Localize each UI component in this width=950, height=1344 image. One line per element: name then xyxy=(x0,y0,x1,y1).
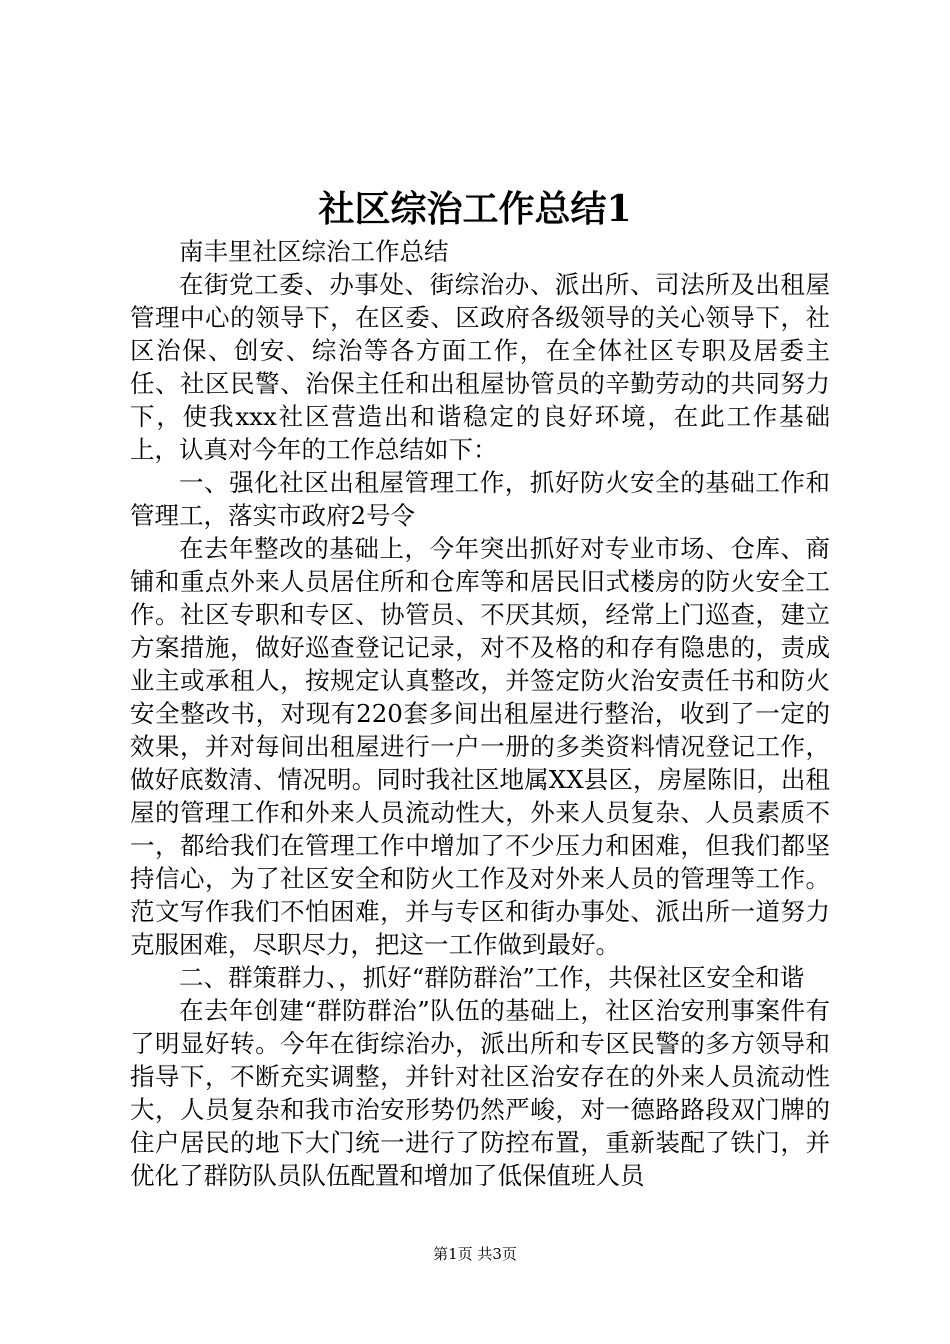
subtitle-paragraph: 南丰里社区综治工作总结 xyxy=(179,237,449,266)
page-footer xyxy=(0,1244,950,1264)
section-heading-1: 一、强化社区出租屋管理工作，抓好防火安全的基础工作和管理工，落实市政府2号令 xyxy=(130,468,830,530)
intro-paragraph: 在街党工委、办事处、街综治办、派出所、司法所及出租屋管理中心的领导下，在区委、区政府各级领导的关心领导下，社区治保、创安、综治等各方面工作，在全体社区专职及居委主任、社区民警、治保主任和出租屋协管员的辛勤劳动的共同努力下，使我xxx社区营造出和谐稳定的良好环境，在此工作基础上，认真对今年的工作总结如下： xyxy=(130,270,830,464)
section-heading-2: 二、群策群力、，抓好“群防群治”工作，共保社区安全和谐 xyxy=(179,963,805,992)
section-2-paragraph: 在去年创建“群防群治”队伍的基础上，社区治安刑事案件有了明显好转。今年在街综治办，派出所和专区民警的多方领导和指导下，不断充实调整，并针对社区治安存在的外来人员流动性大，人员复杂和我市治安形势仍然严峻，对一德路路段双门牌的住户居民的地下大门统一进行了防控布置，重新装配了铁门，并优化了群防队员队伍配置和增加了低保值班人员 xyxy=(130,996,830,1190)
document-body xyxy=(130,235,830,1192)
section-1-paragraph: 在去年整改的基础上，今年突出抓好对专业市场、仓库、商铺和重点外来人员居住所和仓库等和居民旧式楼房的防火安全工作。社区专职和专区、协管员、不厌其烦，经常上门巡查，建立方案措施，做好巡查登记记录，对不及格的和存有隐患的，责成业主或承租人，按规定认真整改，并签定防火治安责任书和防火安全整改书，对现有220套多间出租屋进行整治，收到了一定的效果，并对每间出租屋进行一户一册的多类资料情况登记工作，做好底数清、情况明。同时我社区地属XX县区，房屋陈旧，出租屋的管理工作和外来人员流动性大，外来人员复杂、人员素质不一，都给我们在管理工作中增加了不少压力和困难，但我们都坚持信心，为了社区安全和防火工作及对外来人员的管理等工作。范文写作我们不怕困难，并与专区和街办事处、派出所一道努力克服困难，尽职尽力，把这一工作做到最好。 xyxy=(130,534,830,959)
page-indicator: 第1页 共3页 xyxy=(433,1245,517,1263)
document-title: 社区综治工作总结1 xyxy=(318,188,632,230)
